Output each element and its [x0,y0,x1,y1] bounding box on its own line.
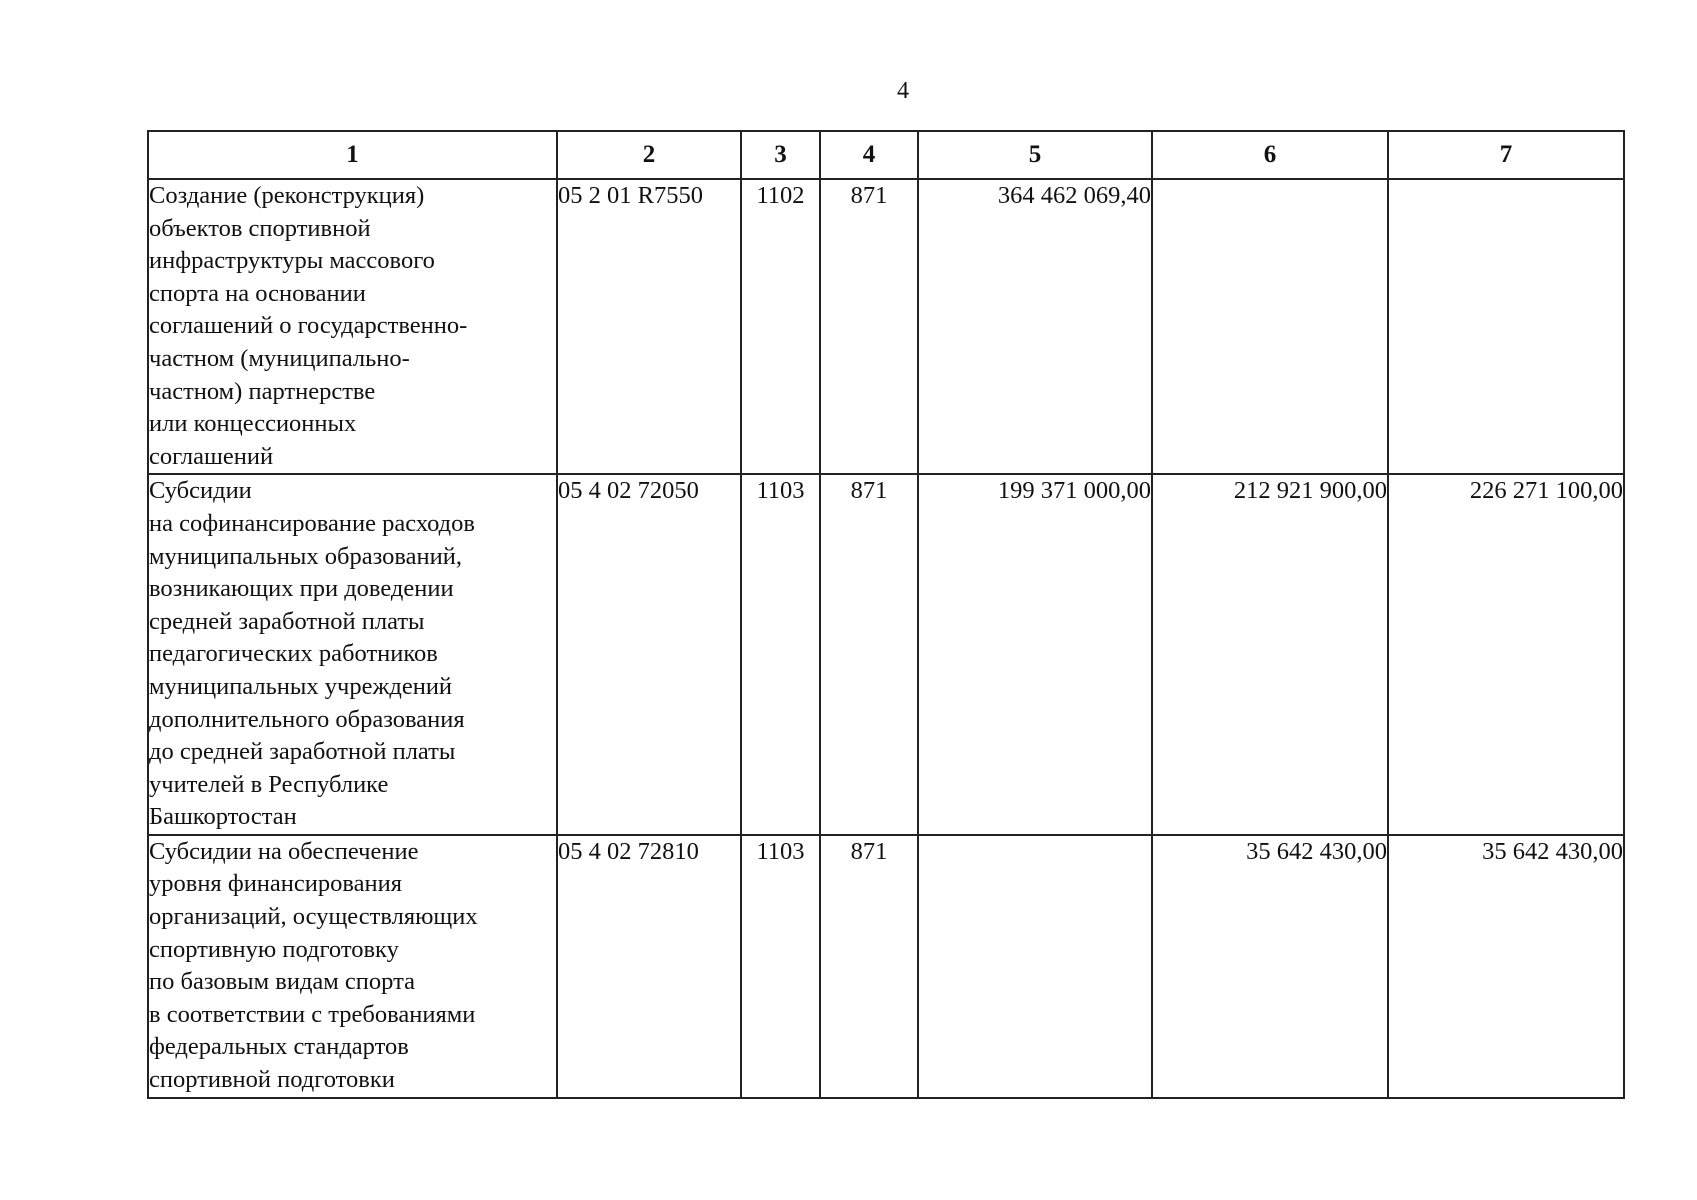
name-line: Создание (реконструкция) [149,182,425,209]
row-name-cell [148,835,557,1098]
name-line: организаций, осуществляющих [149,903,478,931]
name-line: спортивной подготовки [149,1066,395,1094]
target-article-cell: 05 2 01 R7550 [557,179,741,474]
name-line: объектов спортивной [149,214,371,242]
name-line: по базовым видам спорта [149,968,415,996]
amount-cell-col5: 199 371 000,00 [918,474,1152,835]
table-row [148,474,1624,835]
name-line: частном (муниципально- [149,344,410,372]
expense-type-cell: 871 [820,474,918,835]
amount-cell-col7: 226 271 100,00 [1388,474,1624,835]
budget-table [147,130,1625,1099]
row-name-cell [148,179,557,474]
name-line: соглашений [149,442,274,470]
header-cell-5: 5 [918,131,1152,179]
name-line: дополнительного образования [149,705,465,733]
amount-cell-col5 [918,835,1152,1098]
header-row [148,131,1624,179]
name-line: Субсидии [149,477,252,505]
name-line: федеральных стандартов [149,1033,409,1061]
expense-type-cell: 871 [820,179,918,474]
name-line: педагогических работников [149,640,438,668]
name-line: спорта на основании [149,279,366,307]
name-line: частном) партнерстве [149,377,376,405]
amount-cell-col5: 364 462 069,40 [918,179,1152,474]
name-line: уровня финансирования [149,870,403,898]
name-line: средней заработной платы [149,607,425,635]
section-cell: 1103 [741,474,820,835]
row-name-cell [148,474,557,835]
section-cell: 1102 [741,179,820,474]
header-cell-7: 7 [1388,131,1624,179]
header-cell-6: 6 [1152,131,1388,179]
name-line: инфраструктуры массового [149,247,435,275]
expense-type-cell: 871 [820,835,918,1098]
name-line: на софинансирование расходов [149,509,475,537]
page-number: 4 [897,78,909,104]
table-row [148,835,1624,1098]
name-line: спортивную подготовку [149,935,399,963]
name-line: Субсидии на обеспечение [149,837,419,865]
name-line: до средней заработной платы [149,738,456,766]
amount-cell-col7 [1388,179,1624,474]
name-line: муниципальных учреждений [149,672,453,700]
name-line: возникающих при доведении [149,575,454,603]
amount-cell-col6 [1152,179,1388,474]
section-cell: 1103 [741,835,820,1098]
header-cell-4: 4 [820,131,918,179]
name-line: муниципальных образований, [149,542,462,570]
name-line: соглашений о государственно- [149,312,468,340]
target-article-cell: 05 4 02 72810 [557,835,741,1098]
header-cell-2: 2 [557,131,741,179]
name-line: в соответствии с требованиями [149,1000,476,1028]
header-cell-1: 1 [148,131,557,179]
name-line: Башкортостан [149,803,297,831]
amount-cell-col6: 35 642 430,00 [1152,835,1388,1098]
header-cell-3: 3 [741,131,820,179]
target-article-cell: 05 4 02 72050 [557,474,741,835]
amount-cell-col7: 35 642 430,00 [1388,835,1624,1098]
name-line: учителей в Республике [149,770,389,798]
amount-cell-col6: 212 921 900,00 [1152,474,1388,835]
table-row [148,179,1624,474]
name-line: или концессионных [149,410,357,438]
